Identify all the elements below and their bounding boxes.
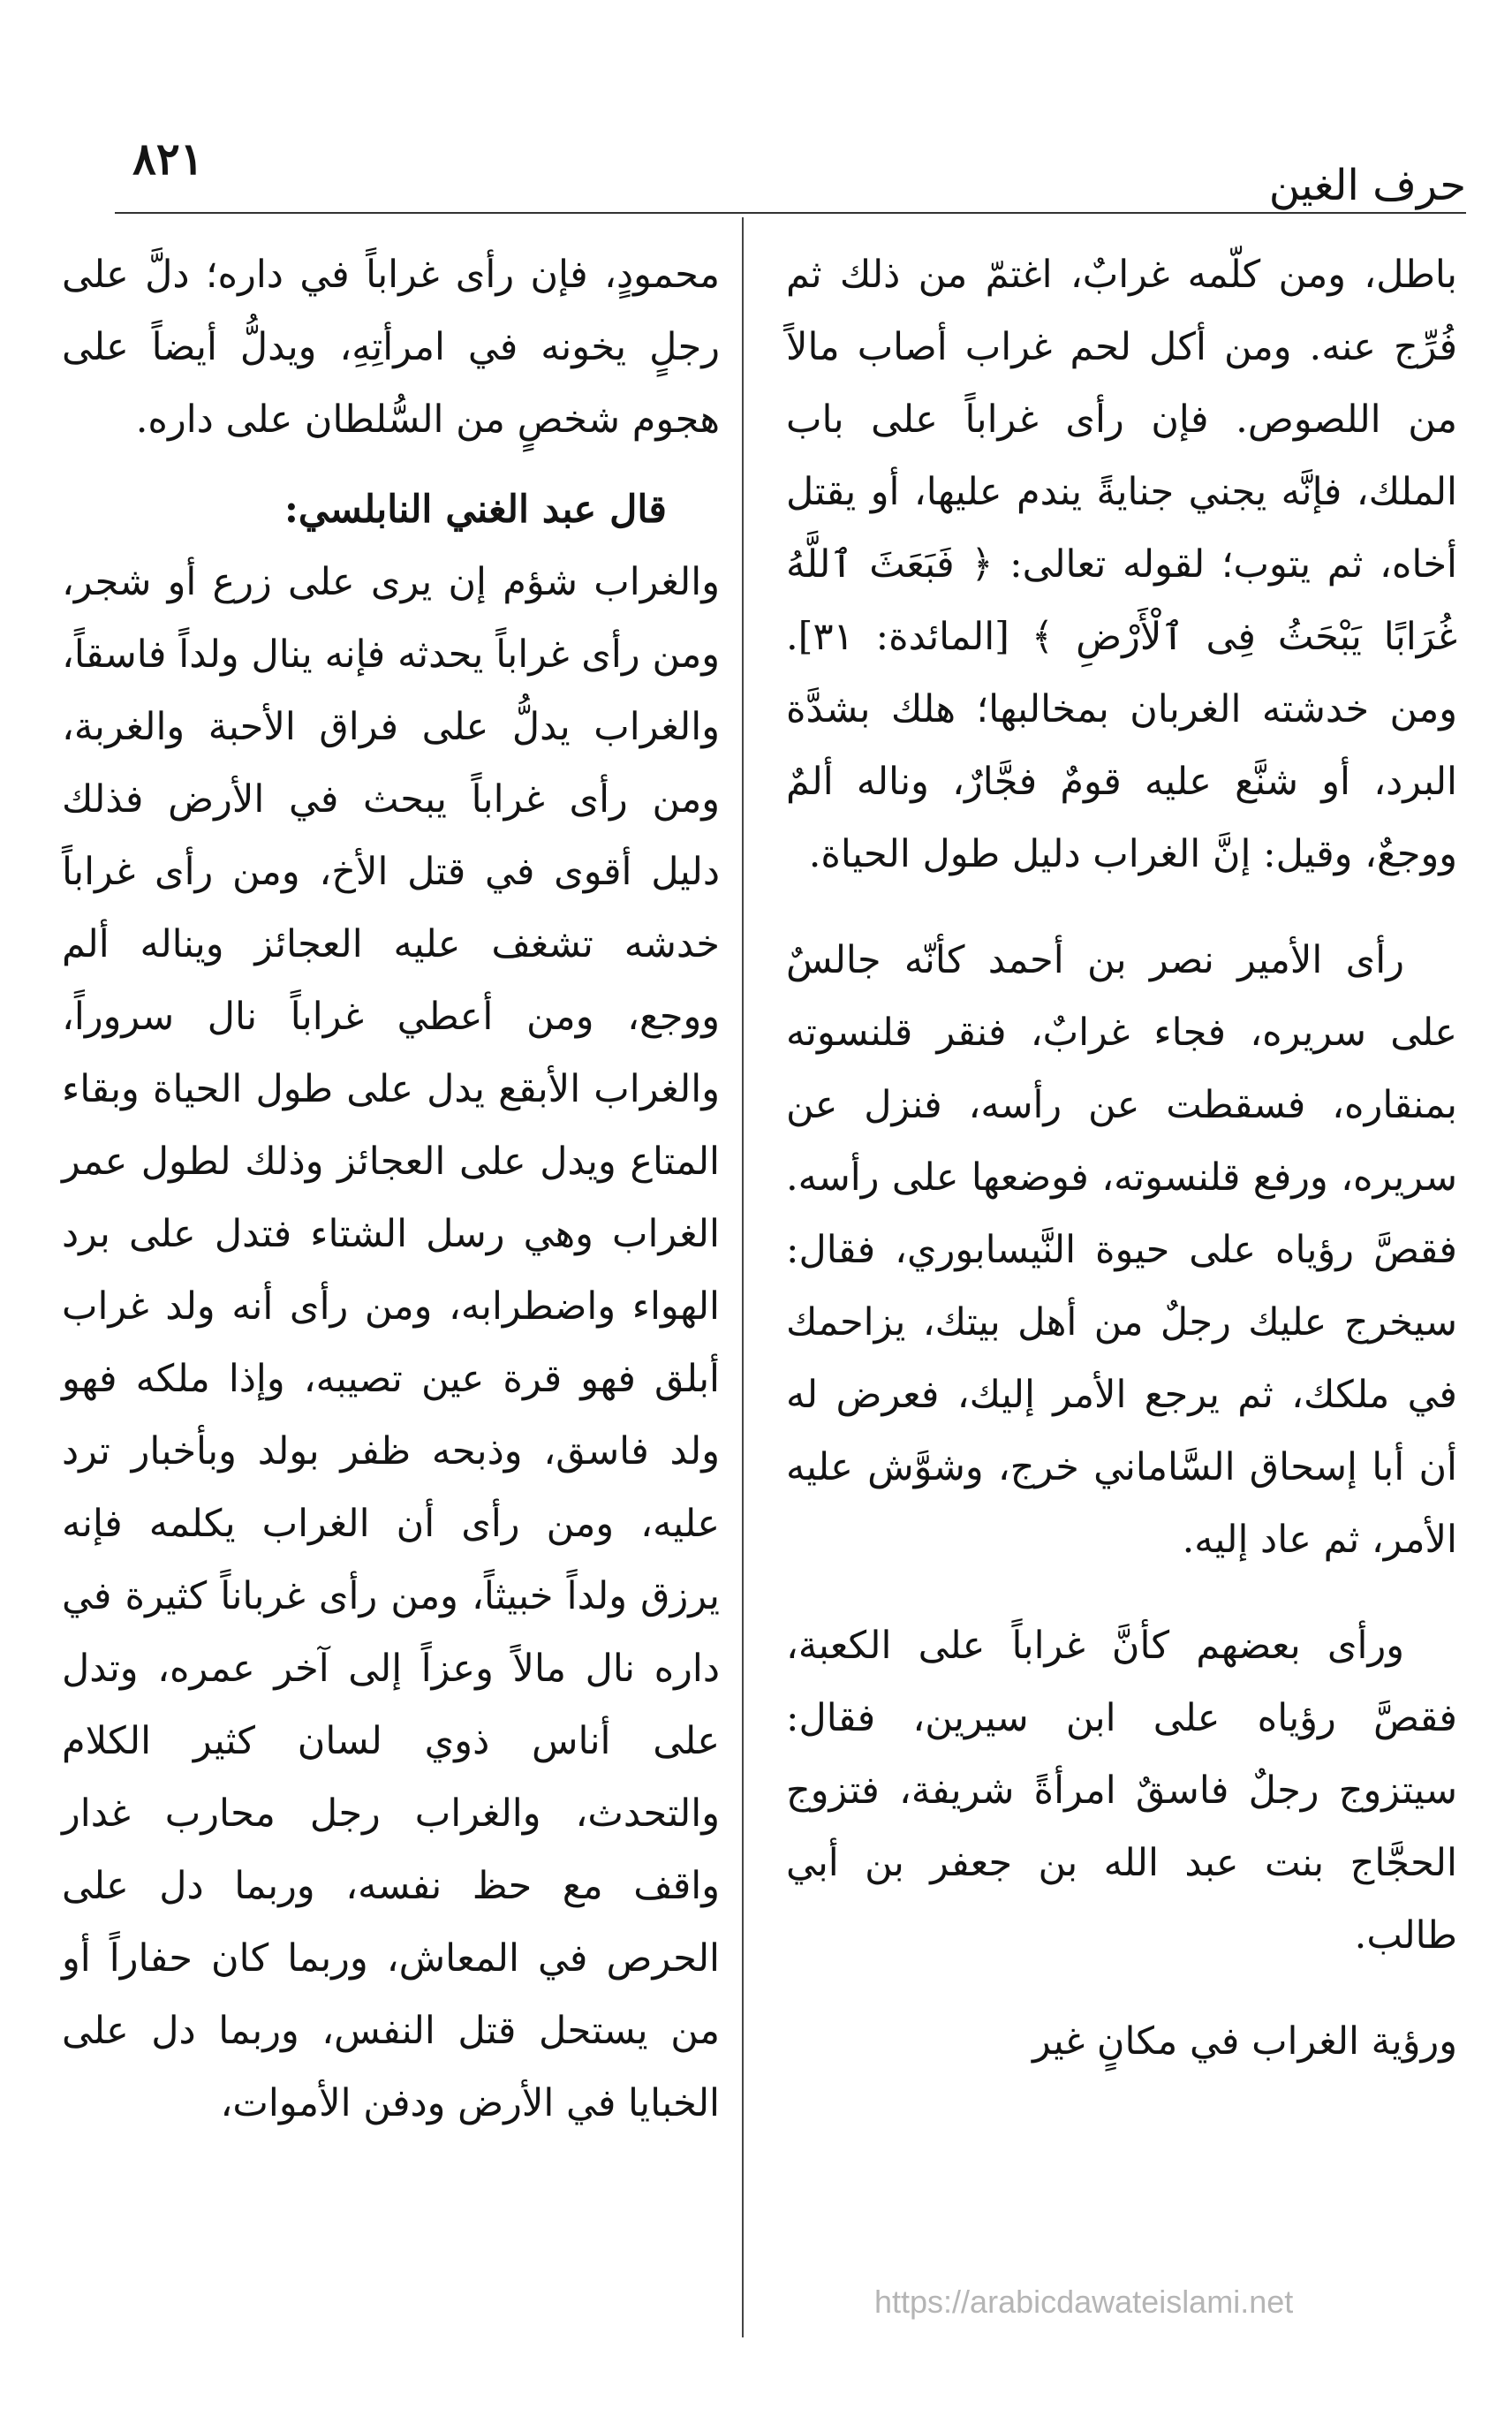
watermark-url: https://arabicdawateislami.net xyxy=(874,2284,1294,2320)
right-column xyxy=(786,239,1457,2078)
page-number: ٨٢١ xyxy=(132,133,204,185)
page-header xyxy=(115,133,1466,230)
paragraph: ورؤية الغراب في مكانٍ غير xyxy=(1032,2019,1457,2064)
paragraph: محمودٍ، فإن رأى غراباً في داره؛ دلَّ على رجلٍ يخونه في امرأتِهِ، ويدلُّ أيضاً على هجوم شخصٍ من السُّلطان على داره. xyxy=(62,253,720,442)
left-column xyxy=(62,239,720,2140)
header-rule xyxy=(115,212,1466,214)
paragraph: والغراب شؤم إن يرى على زرع أو شجر، ومن رأى غراباً يحدثه فإنه ينال ولداً فاسقاً، والغراب يدلُّ على فراق الأحبة والغربة، ومن رأى غراباً يبحث في الأرض فذلك دليل أقوى في قتل الأخ، ومن رأى غراباً خدشه تشغف عليه العجائز ويناله ألم ووجع، ومن أعطي غراباً نال سروراً، والغراب الأبقع يدل على طول الحياة وبقاء المتاع ويدل على العجائز وذلك لطول عمر الغراب وهي رسل الشتاء فتدل على برد الهواء واضطرابه، ومن رأى أنه ولد غراب أبلق فهو قرة عين تصيبه، وإذا ملكه فهو ولد فاسق، وذبحه ظفر بولد وبأخبار ترد عليه، ومن رأى أن الغراب يكلمه فإنه يرزق ولداً خبيثاً، ومن رأى غرباناً كثيرة في داره نال مالاً وعزاً إلى آخر عمره، وتدل على أناس ذوي لسان كثير الكلام والتحدث، والغراب رجل محارب غدار واقف مع حظ نفسه، وربما دل على الحرص في المعاش، وربما كان حفاراً أو من يستحل قتل النفس، وربما دل على الخبايا في الأرض ودفن الأموات، xyxy=(62,560,720,2125)
paragraph: رأى الأمير نصر بن أحمد كأنّه جالسٌ على سريره، فجاء غرابٌ، فنقر قلنسوته بمنقاره، فسقطت عن رأسه، فنزل عن سريره، ورفع قلنسوته، فوضعها على رأسه. فقصَّ رؤياه على حيوة النَّيسابوري، فقال: سيخرج عليك رجلٌ من أهل بيتك، يزاحمك في ملكك، ثم يرجع الأمر إليك، فعرض له أن أبا إسحاق السَّاماني خرج، وشوَّش عليه الأمر، ثم عاد إليه. xyxy=(786,938,1457,1562)
paragraph: باطل، ومن كلّمه غرابٌ، اغتمّ من ذلك ثم فُرِّج عنه. ومن أكل لحم غراب أصاب مالاً من اللصوص. فإن رأى غراباً على باب الملك، فإنَّه يجني جنايةً يندم عليها، أو يقتل أخاه، ثم يتوب؛ لقوله تعالى: ﴿ فَبَعَثَ ٱللَّهُ غُرَابًا يَبْحَثُ فِى ٱلْأَرْضِ ﴾ [المائدة: ٣١]. ومن خدشته الغربان بمخالبها؛ هلك بشدَّة البرد، أو شنَّع عليه قومٌ فجَّارٌ، وناله ألمٌ ووجعٌ، وقيل: إنَّ الغراب دليل طول الحياة. xyxy=(786,253,1457,876)
column-divider xyxy=(742,217,744,2337)
paragraph: ورأى بعضهم كأنَّ غراباً على الكعبة، فقصَّ رؤياه على ابن سيرين، فقال: سيتزوج رجلٌ فاسقٌ امرأةً شريفة، فتزوج الحجَّاج بنت عبد الله بن جعفر بن أبي طالب. xyxy=(786,1624,1457,1958)
running-title: حرف الغين xyxy=(1268,161,1466,210)
section-heading: قال عبد الغني النابلسي: xyxy=(284,488,667,532)
